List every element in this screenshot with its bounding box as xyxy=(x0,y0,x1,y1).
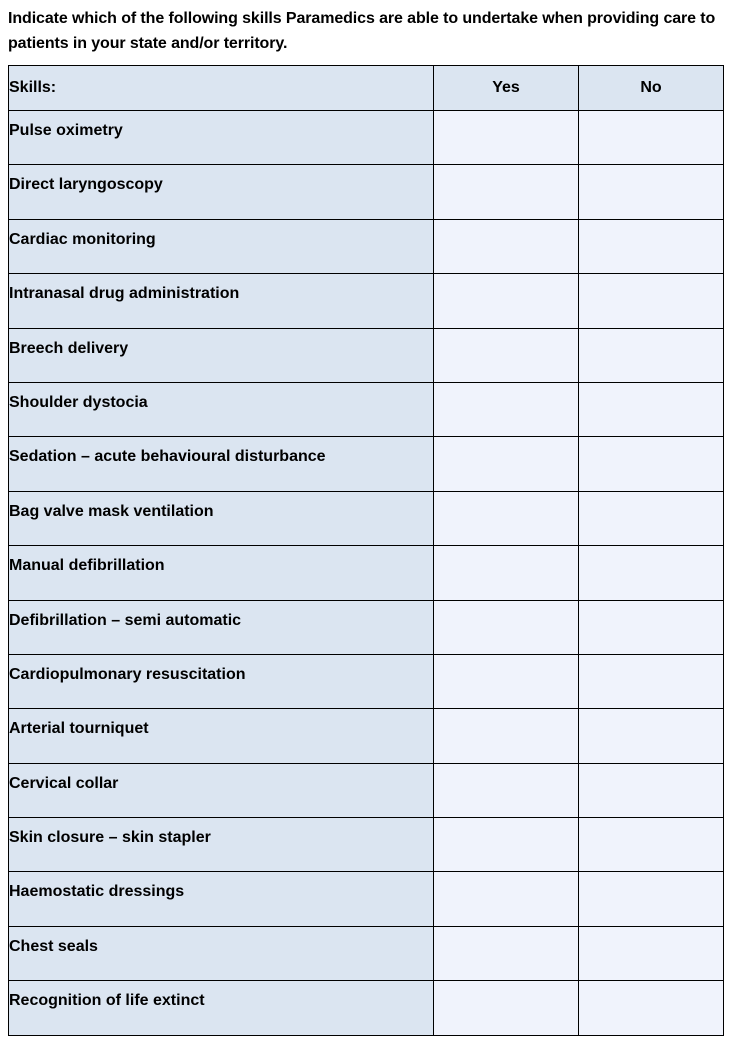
table-row xyxy=(9,328,724,382)
table-row xyxy=(9,818,724,872)
table-row xyxy=(9,437,724,491)
yes-answer-cell[interactable] xyxy=(434,546,579,600)
table-row xyxy=(9,709,724,763)
table-row xyxy=(9,274,724,328)
yes-answer-cell[interactable] xyxy=(434,818,579,872)
skill-name-cell xyxy=(9,763,434,817)
instruction-text: Indicate which of the following skills Paramedics are able to undertake when providing care to patients in your state and/or territory. xyxy=(8,10,716,52)
skill-name-cell xyxy=(9,546,434,600)
skill-name-label: Cardiac monitoring xyxy=(9,230,156,248)
skill-name-label: Defibrillation – semi automatic xyxy=(9,611,242,629)
no-answer-cell[interactable] xyxy=(579,491,724,545)
yes-answer-cell[interactable] xyxy=(434,491,579,545)
skill-name-cell xyxy=(9,328,434,382)
skill-name-label: Bag valve mask ventilation xyxy=(9,502,214,520)
yes-answer-cell[interactable] xyxy=(434,274,579,328)
skill-name-cell xyxy=(9,437,434,491)
yes-answer-cell[interactable] xyxy=(434,382,579,436)
no-answer-cell[interactable] xyxy=(579,818,724,872)
table-row xyxy=(9,219,724,273)
skill-name-cell xyxy=(9,165,434,219)
yes-answer-cell[interactable] xyxy=(434,111,579,165)
no-answer-cell[interactable] xyxy=(579,709,724,763)
yes-answer-cell[interactable] xyxy=(434,654,579,708)
skill-name-label: Chest seals xyxy=(9,937,98,955)
table-row xyxy=(9,763,724,817)
yes-answer-cell[interactable] xyxy=(434,763,579,817)
no-column-header: No xyxy=(579,66,724,111)
table-row xyxy=(9,491,724,545)
skill-name-label: Skin closure – skin stapler xyxy=(9,829,211,847)
yes-answer-cell[interactable] xyxy=(434,219,579,273)
no-answer-cell[interactable] xyxy=(579,763,724,817)
skill-name-label: Manual defibrillation xyxy=(9,557,165,575)
table-row xyxy=(9,111,724,165)
table-row xyxy=(9,926,724,980)
skill-name-cell xyxy=(9,709,434,763)
skill-name-cell xyxy=(9,872,434,926)
no-answer-cell[interactable] xyxy=(579,328,724,382)
no-answer-cell[interactable] xyxy=(579,165,724,219)
table-row xyxy=(9,654,724,708)
table-row xyxy=(9,981,724,1035)
skill-name-cell xyxy=(9,491,434,545)
skill-name-label: Recognition of life extinct xyxy=(9,992,205,1010)
yes-answer-cell[interactable] xyxy=(434,600,579,654)
no-answer-cell[interactable] xyxy=(579,654,724,708)
no-answer-cell[interactable] xyxy=(579,111,724,165)
yes-answer-cell[interactable] xyxy=(434,981,579,1035)
skill-name-cell xyxy=(9,274,434,328)
skills-table xyxy=(8,65,724,1036)
table-row xyxy=(9,600,724,654)
no-answer-cell[interactable] xyxy=(579,219,724,273)
skill-name-label: Direct laryngoscopy xyxy=(9,176,163,194)
skill-name-cell xyxy=(9,926,434,980)
yes-answer-cell[interactable] xyxy=(434,926,579,980)
skill-name-label: Cardiopulmonary resuscitation xyxy=(9,665,246,683)
yes-answer-cell[interactable] xyxy=(434,165,579,219)
no-answer-cell[interactable] xyxy=(579,546,724,600)
yes-answer-cell[interactable] xyxy=(434,328,579,382)
skill-name-label: Shoulder dystocia xyxy=(9,393,148,411)
table-row xyxy=(9,382,724,436)
no-answer-cell[interactable] xyxy=(579,872,724,926)
skill-name-cell xyxy=(9,600,434,654)
skill-name-label: Intranasal drug administration xyxy=(9,285,240,303)
skill-name-label: Breech delivery xyxy=(9,339,129,357)
skill-name-label: Pulse oximetry xyxy=(9,122,123,139)
no-answer-cell[interactable] xyxy=(579,382,724,436)
yes-answer-cell[interactable] xyxy=(434,872,579,926)
skill-name-label: Sedation – acute behavioural disturbance xyxy=(9,448,326,466)
table-row xyxy=(9,165,724,219)
skills-column-header: Skills: xyxy=(9,66,434,111)
skill-name-cell xyxy=(9,981,434,1035)
skill-name-label: Cervical collar xyxy=(9,774,119,792)
table-row xyxy=(9,546,724,600)
yes-answer-cell[interactable] xyxy=(434,437,579,491)
table-header-row xyxy=(9,66,724,111)
skill-name-label: Arterial tourniquet xyxy=(9,720,149,738)
no-answer-cell[interactable] xyxy=(579,274,724,328)
skill-name-cell xyxy=(9,111,434,165)
yes-answer-cell[interactable] xyxy=(434,709,579,763)
skill-name-cell xyxy=(9,382,434,436)
skill-name-cell xyxy=(9,219,434,273)
yes-column-header: Yes xyxy=(434,66,579,111)
skill-name-label: Haemostatic dressings xyxy=(9,883,185,901)
no-answer-cell[interactable] xyxy=(579,600,724,654)
skills-table-body xyxy=(9,111,724,1036)
no-answer-cell[interactable] xyxy=(579,926,724,980)
no-answer-cell[interactable] xyxy=(579,981,724,1035)
skill-name-cell xyxy=(9,654,434,708)
no-answer-cell[interactable] xyxy=(579,437,724,491)
table-row xyxy=(9,872,724,926)
skill-name-cell xyxy=(9,818,434,872)
